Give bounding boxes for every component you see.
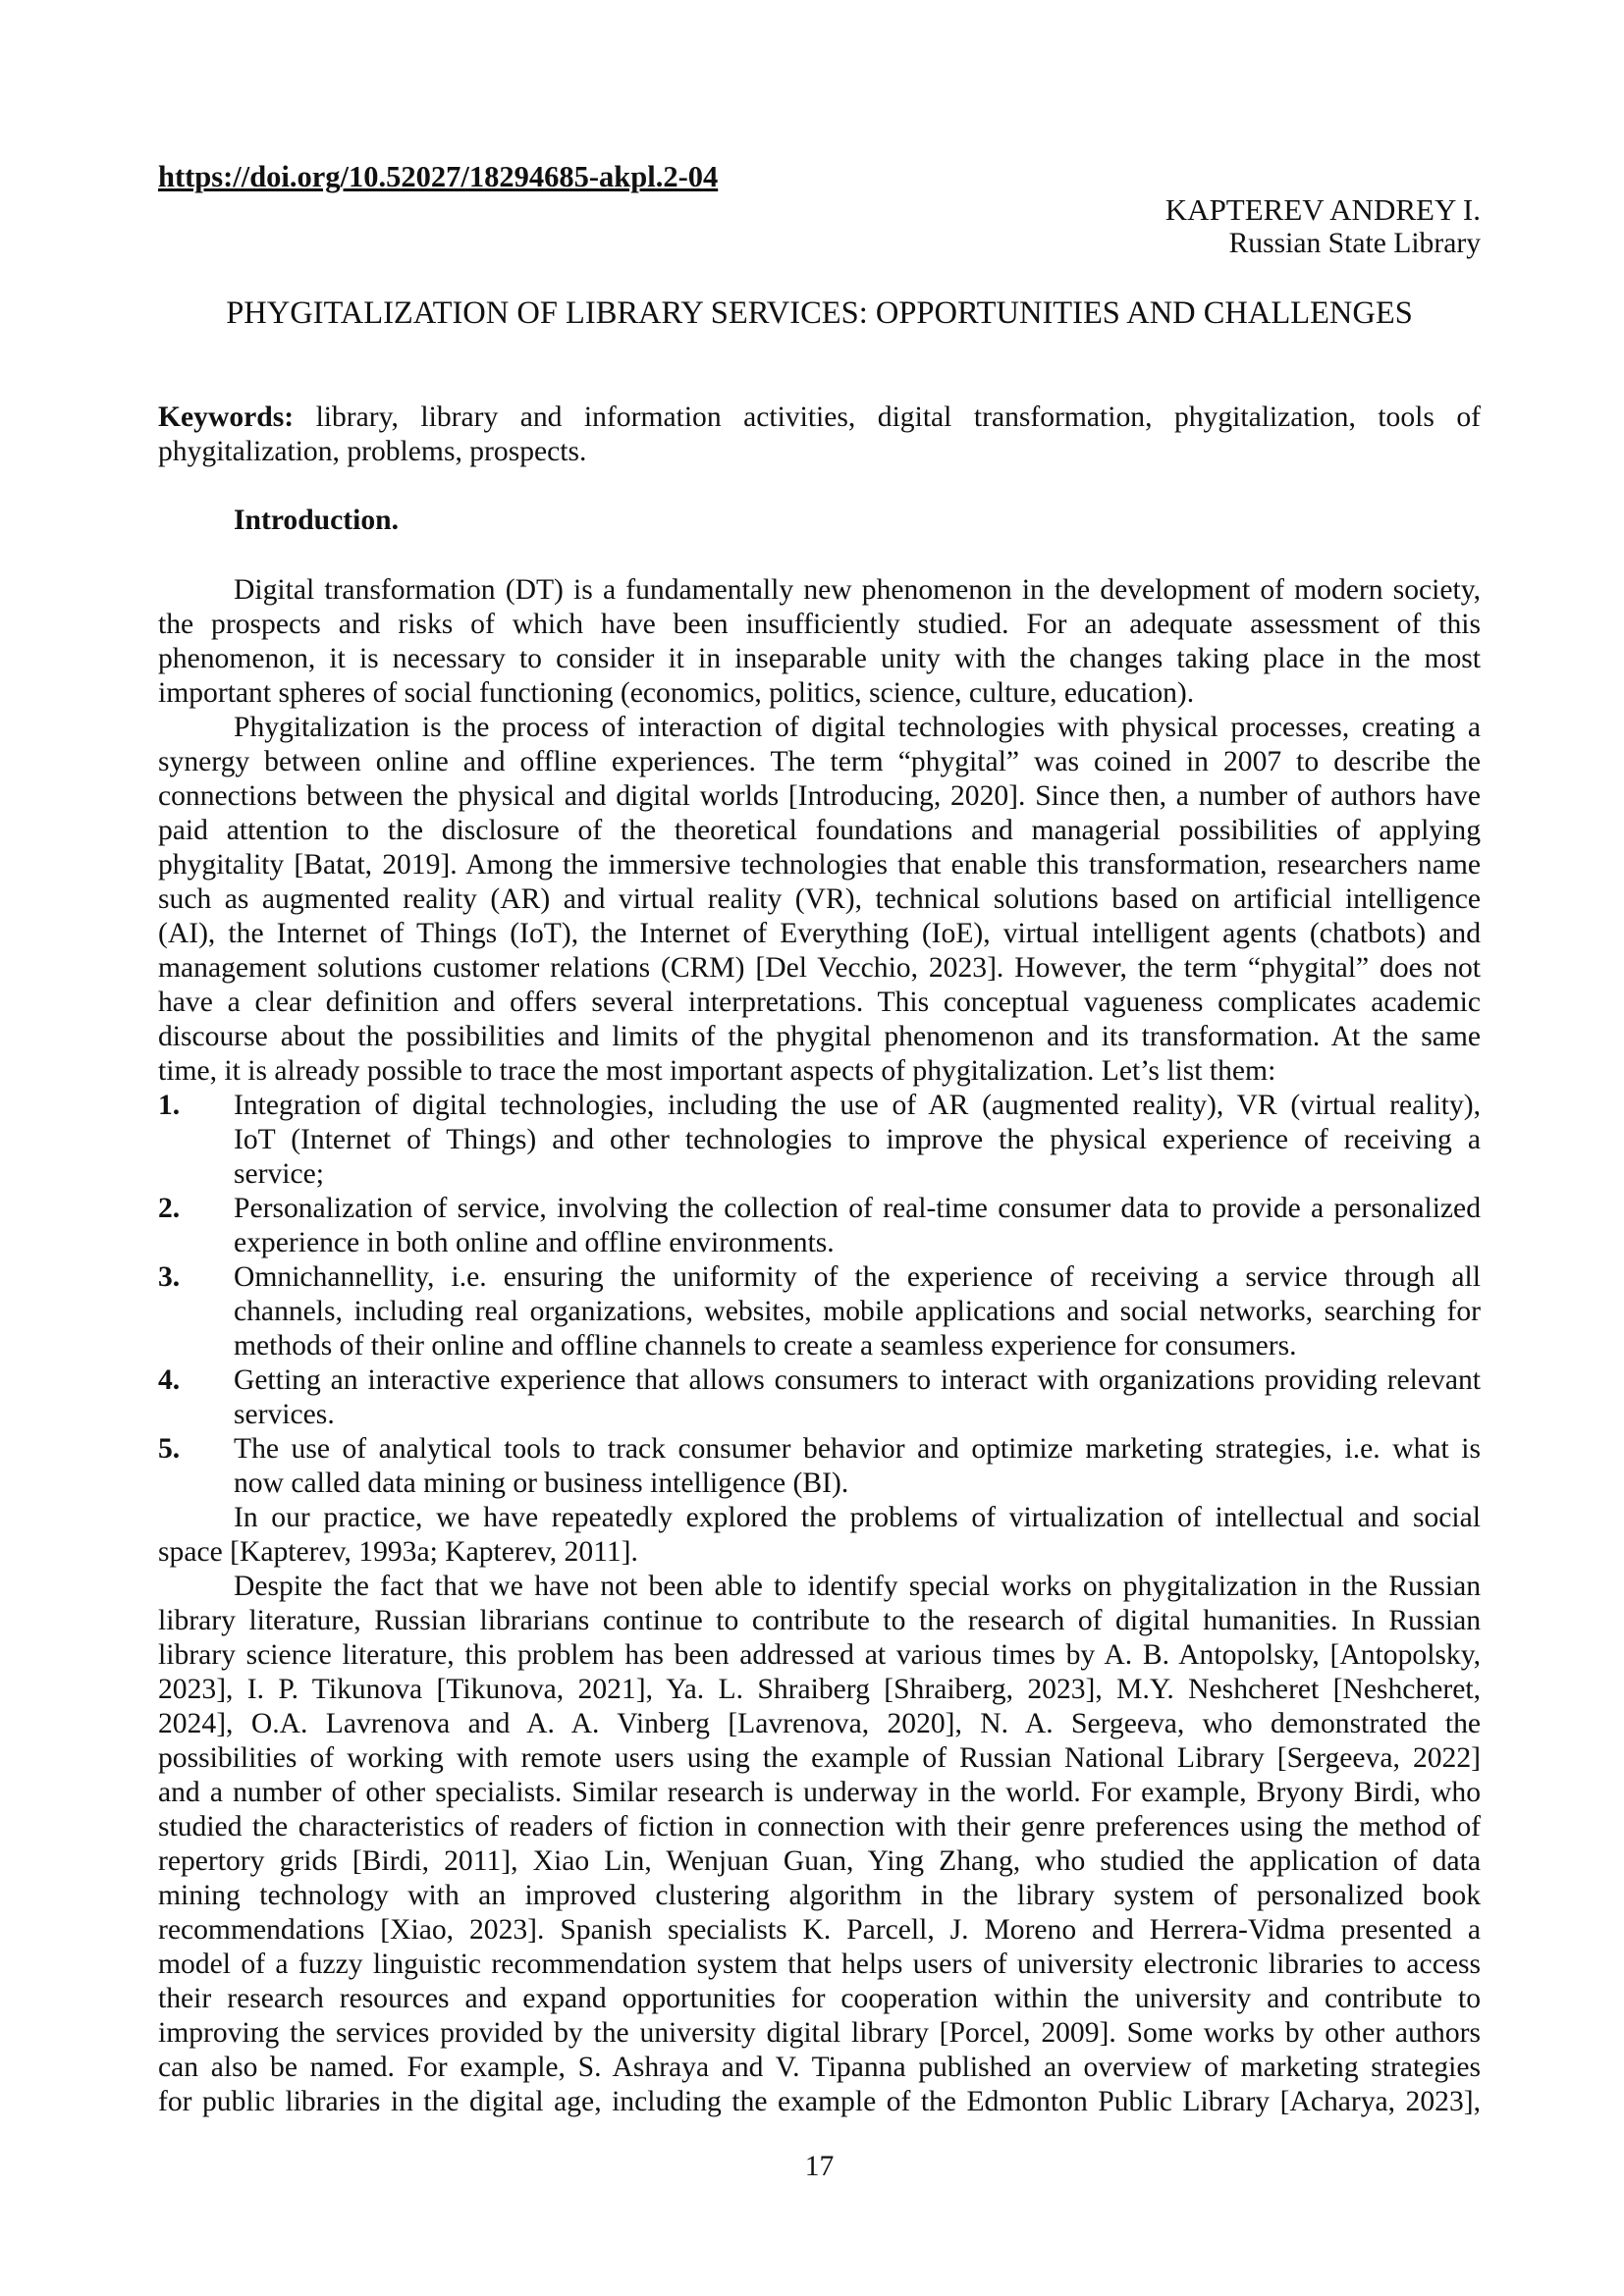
list-item-number: 3. [158,1261,181,1293]
page-number: 17 [804,2151,835,2182]
list-item-text [234,1192,1481,1260]
paragraph-line: 2024], O.A. Lavrenova and A. A. Vinberg [Lavrenova, 2020], N. A. Sergeeva, who demonstrated the [158,1708,1481,1739]
list-item-line: now called data mining or business intelligence (BI). [234,1468,849,1499]
list-item-number: 1. [158,1090,181,1121]
paragraph-line: the prospects and risks of which have been insufficiently studied. For an adequate assessment of this [158,609,1481,640]
paragraph-line: discourse about the possibilities and limits of the phygital phenomenon and its transformation. At the same [158,1021,1481,1052]
paragraph-line: library science literature, this problem has been addressed at various times by A. B. Antopolsky, [Antopolsky, [158,1639,1481,1671]
paragraph-line: Phygitalization is the process of interaction of digital technologies with physical processes, creating a [234,712,1481,743]
keywords-line: phygitalization, problems, prospects. [158,436,587,467]
paragraph-line: Digital transformation (DT) is a fundamentally new phenomenon in the development of modern society, [234,574,1481,606]
list-item-text [234,1432,1481,1501]
author-name: KAPTEREV ANDREY I. [1164,192,1481,227]
list-item-line: Getting an interactive experience that allows consumers to interact with organizations providing relevant [234,1364,1481,1396]
list-item-number: 2. [158,1193,181,1224]
list-item [158,1089,1481,1192]
paragraph-line: their research resources and expand opportunities for cooperation within the university and contribute to [158,1983,1481,2014]
doi-link[interactable]: https://doi.org/10.52027/18294685-akpl.2-04 [158,160,719,193]
list-item-text [234,1363,1481,1432]
paragraph-line: connections between the physical and digital worlds [Introducing, 2020]. Since then, a number of authors have [158,780,1481,812]
paragraph-line: synergy between online and offline experiences. The term “phygital” was coined in 2007 to describe the [158,746,1481,777]
list-item-line: channels, including real organizations, websites, mobile applications and social networks, searching for [234,1296,1481,1327]
paragraph-line: recommendations [Xiao, 2023]. Spanish specialists K. Parcell, J. Moreno and Herrera-Vidma presented a [158,1914,1481,1946]
paragraph-line: important spheres of social functioning (economics, politics, science, culture, education). [158,677,1195,709]
paragraph-line: for public libraries in the digital age, including the example of the Edmonton Public Library [Acharya, 2023], [158,2086,1481,2117]
list-item-line: Integration of digital technologies, including the use of AR (augmented reality), VR (virtual reality), [234,1090,1481,1121]
keywords-label: Keywords: [158,401,295,433]
paragraph [158,573,1481,711]
section-heading: Introduction. [234,505,400,536]
keywords-line [158,400,1481,435]
list-item-number: 5. [158,1433,181,1465]
paragraph-line: such as augmented reality (AR) and virtual reality (VR), technical solutions based on artificial intelligence [158,883,1481,915]
numbered-list [158,1089,1481,1501]
paragraph-line: possibilities of working with remote users using the example of Russian National Library [Sergeeva, 2022] [158,1742,1481,1774]
paragraph-line: library literature, Russian librarians continue to contribute to the research of digital humanities. In Russian [158,1605,1481,1636]
paragraph-line: phenomenon, it is necessary to consider it in inseparable unity with the changes taking place in the most [158,643,1481,674]
paragraph-line: In our practice, we have repeatedly explored the problems of virtualization of intellectual and social [234,1502,1481,1533]
paragraph-line: have a clear definition and offers several interpretations. This conceptual vagueness complicates academic [158,987,1481,1018]
paragraph-line: Despite the fact that we have not been able to identify special works on phygitalization in the Russian [234,1571,1481,1602]
paragraph-line: mining technology with an improved clustering algorithm in the library system of personalized book [158,1880,1481,1911]
paragraph [158,1570,1481,2119]
keywords-text: library, library and information activities, digital transformation, phygitalization, tools of [315,401,1481,433]
list-item-line: experience in both online and offline environments. [234,1227,835,1258]
list-item-line: The use of analytical tools to track consumer behavior and optimize marketing strategies, i.e. what is [234,1433,1481,1465]
paragraph-line: paid attention to the disclosure of the theoretical foundations and managerial possibilities of applying [158,815,1481,846]
list-item [158,1192,1481,1260]
list-item [158,1260,1481,1363]
paragraph-line: management solutions customer relations (CRM) [Del Vecchio, 2023]. However, the term “phygital” does not [158,952,1481,984]
paragraph-line: improving the services provided by the university digital library [Porcel, 2009]. Some works by other authors [158,2017,1481,2049]
paragraph-line: can also be named. For example, S. Ashraya and V. Tipanna published an overview of marketing strategies [158,2052,1481,2083]
author-affiliation: Russian State Library [1228,228,1481,259]
keywords-block [158,400,1481,469]
list-item-line: methods of their online and offline channels to create a seamless experience for consumers. [234,1330,1297,1362]
paragraph-line: 2023], I. P. Tikunova [Tikunova, 2021], Ya. L. Shraiberg [Shraiberg, 2023], M.Y. Neshcheret [Neshcheret, [158,1674,1481,1705]
list-item-number: 4. [158,1364,181,1396]
paragraph-line: and a number of other specialists. Similar research is underway in the world. For example, Bryony Birdi, who [158,1777,1481,1808]
list-item-line: Personalization of service, involving the collection of real-time consumer data to provide a personalized [234,1193,1481,1224]
list-item-line: IoT (Internet of Things) and other technologies to improve the physical experience of receiving a [234,1124,1481,1155]
paragraph [158,711,1481,1089]
paragraph-line: studied the characteristics of readers of fiction in connection with their genre preferences using the method of [158,1811,1481,1842]
list-item-line: Omnichannellity, i.e. ensuring the uniformity of the experience of receiving a service through all [234,1261,1481,1293]
list-item [158,1432,1481,1501]
list-item-line: service; [234,1158,325,1190]
list-item-text [234,1260,1481,1363]
paragraph-line: phygitality [Batat, 2019]. Among the immersive technologies that enable this transformation, researchers name [158,849,1481,881]
paragraph-line: model of a fuzzy linguistic recommendation system that helps users of university electronic libraries to access [158,1949,1481,1980]
paragraph-line: time, it is already possible to trace the most important aspects of phygitalization. Let’s list them: [158,1055,1276,1087]
body-text [158,573,1481,2119]
paragraph [158,1501,1481,1570]
list-item [158,1363,1481,1432]
paragraph-line: (AI), the Internet of Things (IoT), the Internet of Everything (IoE), virtual intelligent agents (chatbots) and [158,918,1481,949]
list-item-text [234,1089,1481,1192]
paragraph-line: space [Kapterev, 1993a; Kapterev, 2011]. [158,1536,638,1568]
list-item-line: services. [234,1399,335,1430]
paper-title: PHYGITALIZATION OF LIBRARY SERVICES: OPPORTUNITIES AND CHALLENGES [226,295,1413,331]
paragraph-line: repertory grids [Birdi, 2011], Xiao Lin, Wenjuan Guan, Ying Zhang, who studied the application of data [158,1845,1481,1877]
